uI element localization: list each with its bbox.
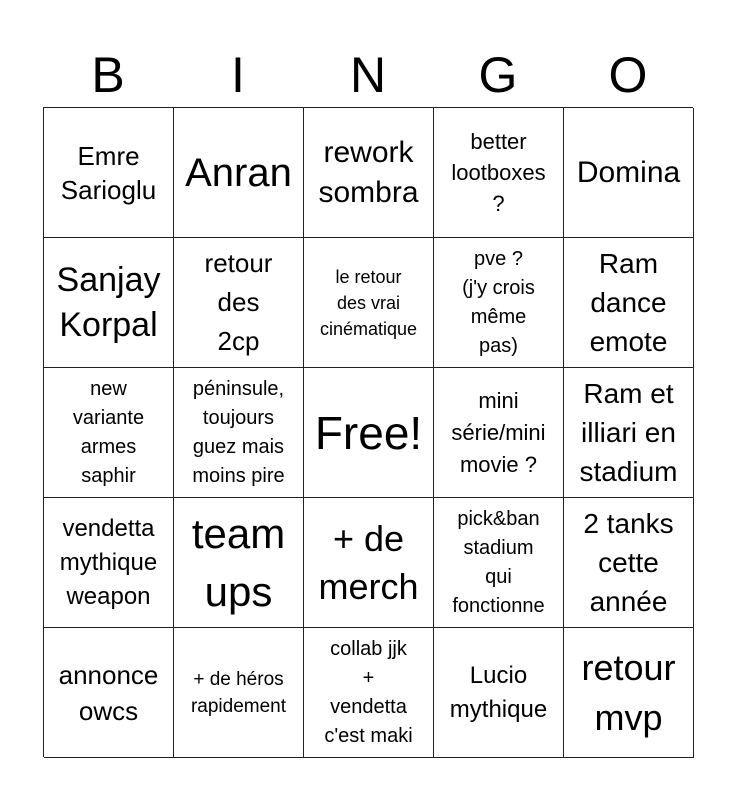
bingo-card-grid (43, 107, 693, 757)
bingo-header (43, 44, 693, 106)
bingo-cell[interactable]: pick&ban stadium qui fonctionne (434, 498, 564, 628)
bingo-cell[interactable]: annonce owcs (44, 628, 174, 758)
free-space-cell[interactable]: Free! (304, 368, 434, 498)
bingo-cell[interactable]: Lucio mythique (434, 628, 564, 758)
bingo-cell[interactable]: better lootboxes ? (434, 108, 564, 238)
bingo-cell[interactable]: 2 tanks cette année (564, 498, 694, 628)
bingo-cell[interactable]: Anran (174, 108, 304, 238)
bingo-cell[interactable]: Ram et illiari en stadium (564, 368, 694, 498)
bingo-cell[interactable]: vendetta mythique weapon (44, 498, 174, 628)
bingo-cell[interactable]: pve ? (j'y crois même pas) (434, 238, 564, 368)
header-letter-n: N (349, 47, 387, 103)
header-letter-g: G (478, 47, 518, 103)
bingo-cell[interactable]: rework sombra (304, 108, 434, 238)
bingo-cell[interactable]: Sanjay Korpal (44, 238, 174, 368)
bingo-cell[interactable]: collab jjk + vendetta c'est maki (304, 628, 434, 758)
bingo-cell[interactable]: Ram dance emote (564, 238, 694, 368)
bingo-cell[interactable]: + de héros rapidement (174, 628, 304, 758)
bingo-cell[interactable]: péninsule, toujours guez mais moins pire (174, 368, 304, 498)
bingo-cell[interactable]: retour mvp (564, 628, 694, 758)
bingo-cell[interactable]: + de merch (304, 498, 434, 628)
bingo-cell[interactable]: team ups (174, 498, 304, 628)
header-letter-o: O (608, 47, 648, 103)
header-letter-b: B (91, 47, 125, 103)
bingo-cell[interactable]: retour des 2cp (174, 238, 304, 368)
bingo-cell[interactable]: le retour des vrai cinématique (304, 238, 434, 368)
bingo-cell[interactable]: mini série/mini movie ? (434, 368, 564, 498)
bingo-cell[interactable]: Emre Sarioglu (44, 108, 174, 238)
header-letter-i: I (231, 47, 245, 103)
bingo-cell[interactable]: new variante armes saphir (44, 368, 174, 498)
bingo-cell[interactable]: Domina (564, 108, 694, 238)
